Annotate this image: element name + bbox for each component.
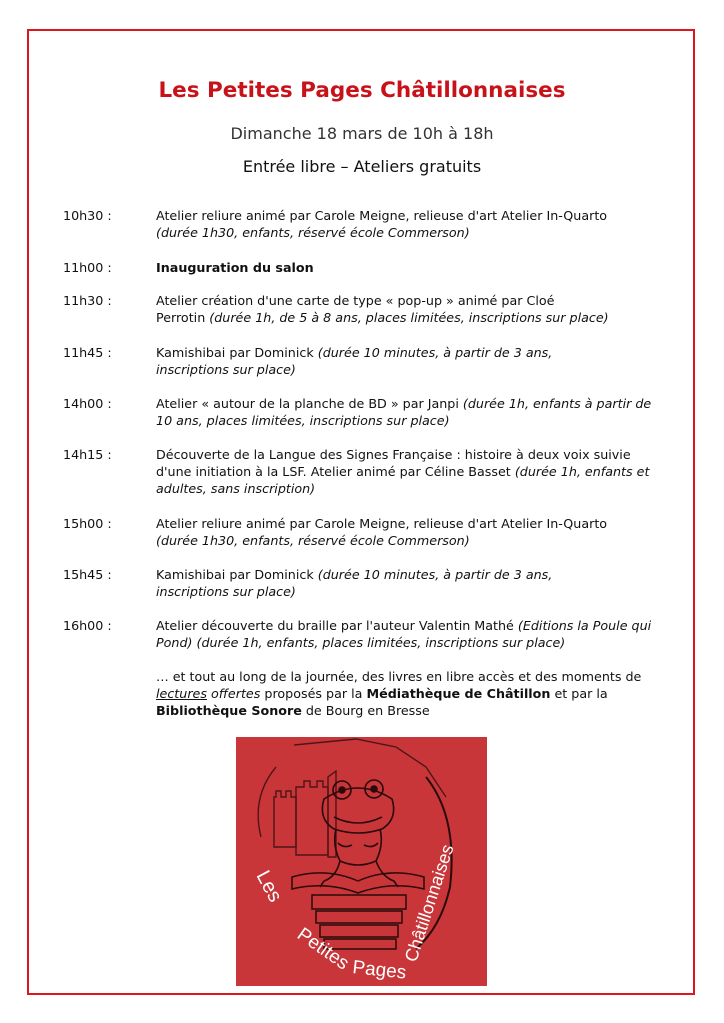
entry-line: Entrée libre – Ateliers gratuits: [242, 157, 482, 176]
schedule-text: Atelier « autour de la planche de BD » par Janpi: [156, 396, 459, 411]
schedule-text: Kamishibai par Dominick: [156, 567, 314, 582]
schedule-time: 11h45 :: [63, 345, 112, 360]
schedule-text: Atelier création d'une carte de type « pop-up » animé par Cloé: [156, 293, 555, 308]
closing-offertes: offertes: [211, 686, 261, 701]
frog-logo-icon: [236, 737, 487, 986]
closing-paragraph: [63, 668, 663, 719]
schedule-details: (durée 1h, enfants et adultes, sans inscription): [156, 464, 650, 496]
closing-text: de Bourg en Bresse: [305, 703, 430, 718]
closing-text: … et tout au long de la journée, des livres en libre accès et des moments de: [156, 669, 642, 684]
schedule-details: (durée 1h30, enfants, réservé école Commerson): [156, 533, 470, 548]
schedule-text: Atelier découverte du braille par l'auteur Valentin Mathé: [156, 618, 514, 633]
schedule-text: Découverte de la Langue des Signes Française : histoire à deux voix suivie d'une initiation à la LSF. Atelier animé par Céline Basset: [156, 447, 631, 479]
schedule-details: (durée 1h, de 5 à 8 ans, places limitées, inscriptions sur place): [209, 310, 609, 325]
schedule-item: [63, 446, 663, 497]
schedule-time: 14h00 :: [63, 396, 112, 411]
date-line: Dimanche 18 mars de 10h à 18h: [230, 124, 494, 143]
closing-lectures: lectures: [156, 686, 207, 701]
schedule-item: [63, 617, 663, 651]
logo-text-pages: Pages: [351, 957, 408, 984]
schedule-time: 11h00 :: [63, 260, 112, 275]
schedule-item: [63, 207, 663, 241]
logo-text-chatillonnaises: Châtillonnaises: [400, 841, 458, 965]
schedule-text-cont: Perrotin: [156, 310, 206, 325]
schedule-item: [63, 566, 663, 600]
schedule-time: 16h00 :: [63, 618, 112, 633]
schedule-details: (durée 1h30, enfants, réservé école Commerson): [156, 225, 470, 240]
schedule-item: [63, 292, 663, 326]
schedule-details: (durée 1h, enfants, places limitées, inscriptions sur place): [196, 635, 566, 650]
schedule-item: [63, 344, 663, 378]
schedule-details: (durée 10 minutes, à partir de 3 ans, inscriptions sur place): [156, 567, 553, 599]
closing-text: et par la: [554, 686, 608, 701]
schedule-item: [63, 259, 663, 276]
schedule-details: (durée 1h, enfants à partir de 10 ans, places limitées, inscriptions sur place): [156, 396, 652, 428]
closing-mediatheque: Médiathèque de Châtillon: [366, 686, 551, 701]
schedule-publisher: (Editions la Poule qui Pond): [156, 618, 652, 650]
schedule-text: Atelier reliure animé par Carole Meigne, relieuse d'art Atelier In-Quarto: [156, 516, 608, 531]
schedule-time: 10h30 :: [63, 208, 112, 223]
logo-text-les: Les: [251, 867, 287, 906]
schedule-text: Kamishibai par Dominick: [156, 345, 314, 360]
closing-bibliotheque: Bibliothèque Sonore: [156, 703, 302, 718]
schedule-time: 14h15 :: [63, 447, 112, 462]
schedule-time: 15h45 :: [63, 567, 112, 582]
schedule-details: (durée 10 minutes, à partir de 3 ans, inscriptions sur place): [156, 345, 553, 377]
festival-logo: [236, 737, 487, 986]
closing-text: proposés par la: [264, 686, 363, 701]
schedule-text: Inauguration du salon: [156, 260, 314, 275]
schedule-item: [63, 515, 663, 549]
schedule-time: 11h30 :: [63, 293, 112, 308]
schedule-item: [63, 395, 663, 429]
schedule-text: Atelier reliure animé par Carole Meigne, relieuse d'art Atelier In-Quarto: [156, 208, 608, 223]
logo-text-petites: Petites: [293, 923, 353, 975]
page-title: Les Petites Pages Châtillonnaises: [158, 78, 566, 103]
schedule-time: 15h00 :: [63, 516, 112, 531]
